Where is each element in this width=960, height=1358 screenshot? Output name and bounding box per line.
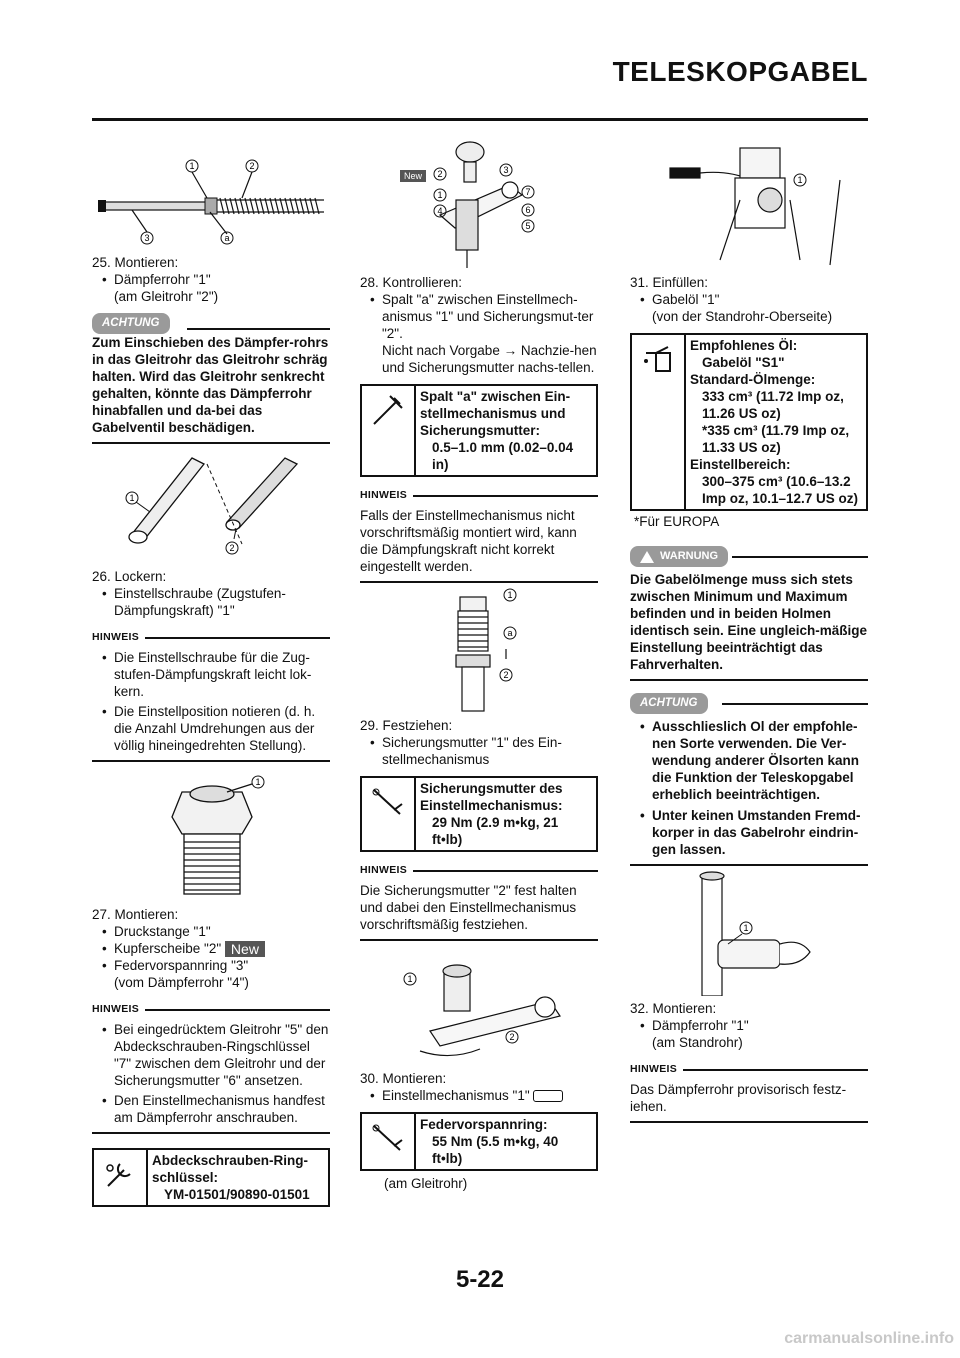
hinweis-label: HINWEIS xyxy=(630,1063,678,1075)
torque-wrench-icon xyxy=(362,1114,414,1169)
spec-value: 333 cm³ (11.72 Imp oz, 11.26 US oz) xyxy=(702,389,844,421)
figure-oil-fill xyxy=(630,140,868,270)
step-32-title: 32. Montieren: xyxy=(630,1001,717,1016)
fig28-label-5: 5 xyxy=(525,221,531,231)
spec-value: 55 Nm (5.5 m•kg, 40 ft•lb) xyxy=(432,1134,559,1166)
fig29-label-1: 1 xyxy=(507,590,513,600)
fig25-label-1: 1 xyxy=(189,161,195,171)
spec-box-gap xyxy=(360,384,598,477)
spec-box-torque-ring xyxy=(360,1112,598,1171)
torque-wrench-icon xyxy=(362,778,414,850)
step-31-title: 31. Einfüllen: xyxy=(630,275,709,290)
step-25-bullet: • Dämpferrohr "1" xyxy=(92,271,330,288)
spec-line: Empfohlenes Öl: xyxy=(690,338,798,353)
spec-line: stellmechanismus und xyxy=(420,406,566,421)
fig32-label-1: 1 xyxy=(743,923,749,933)
new-badge: New xyxy=(225,941,265,957)
achtung-text: Zum Einschieben des Dämpfer-rohrs in das Gleitrohr das Gleitrohr schräg halten. Wird das Gleitrohr senkrecht gehalten, könnte das Dämpferrohr hinabfallen und da-bei das Gabelventil beschädigen. xyxy=(92,335,329,435)
hinweis-bullet: • Bei eingedrücktem Gleitrohr "5" den Abdeckschrauben-Ringschlüssel "7" zwischen dem Gleitrohr und der Sicherungsmutter "6" ansetzen. xyxy=(92,1021,330,1089)
hinweis-label: HINWEIS xyxy=(360,489,408,501)
hinweis-text: Falls der Einstellmechanismus nicht vorschriftsmäßig montiert wird, kann die Dämpfungskraft nicht korrekt eingestellt werden. xyxy=(360,508,577,574)
step-29 xyxy=(360,717,598,768)
fig30-label-1: 1 xyxy=(407,974,413,984)
fig28-label-4: 4 xyxy=(437,206,443,216)
step-32-sub: (am Standrohr) xyxy=(652,1035,743,1050)
warnung-badge xyxy=(630,546,728,567)
caliper-icon xyxy=(362,386,414,475)
fig28-label-1: 1 xyxy=(437,190,443,200)
column-middle xyxy=(360,140,598,1192)
watermark: carmanualsonline.info xyxy=(784,1330,954,1347)
fig25-label-2: 2 xyxy=(249,161,255,171)
step-28-title: 28. Kontrollieren: xyxy=(360,275,463,290)
step-29-title: 29. Festziehen: xyxy=(360,718,453,733)
fig29-label-a: a xyxy=(507,628,513,638)
page-number: 5-22 xyxy=(455,1266,505,1293)
step-32-bullet: • Dämpferrohr "1" xyxy=(630,1017,868,1034)
warning-triangle-icon xyxy=(640,551,654,563)
spec-line: Spalt "a" zwischen Ein- xyxy=(420,389,571,404)
torque-wrench-inline-icon xyxy=(533,1090,563,1102)
page-title: TELESKOPGABEL xyxy=(612,56,868,87)
step-27-title: 27. Montieren: xyxy=(92,907,179,922)
warnung-label: WARNUNG xyxy=(660,550,719,562)
fig27-label-1: 1 xyxy=(255,777,261,787)
spec-line: Sicherungsmutter des xyxy=(420,781,563,796)
section-rule xyxy=(630,679,868,681)
hinweis-label: HINWEIS xyxy=(360,864,408,876)
fig25-label-3: 3 xyxy=(144,233,150,243)
spec-value: 0.5–1.0 mm (0.02–0.04 in) xyxy=(432,440,574,472)
step-27 xyxy=(92,906,330,991)
hinweis-text: Das Dämpferrohr provisorisch festz-iehen. xyxy=(630,1082,847,1114)
step-25-sub: (am Gleitrohr "2") xyxy=(114,289,219,304)
achtung-badge: ACHTUNG xyxy=(630,693,708,714)
step-32 xyxy=(630,1000,868,1051)
spec-line: schlüssel: xyxy=(152,1170,219,1186)
column-left xyxy=(92,140,330,1207)
spec-value: Gabelöl "S1" xyxy=(702,355,785,370)
hinweis-bullet: • Die Einstellschraube für die Zug-stufen-Dämpfungskraft leicht lok-kern. xyxy=(92,649,330,700)
step-30 xyxy=(360,1070,598,1104)
fig29-label-2: 2 xyxy=(503,670,509,680)
hinweis-bullet: • Den Einstellmechanismus handfest am Dämpferrohr anschrauben. xyxy=(92,1092,330,1126)
achtung-bullet: • Ausschlieslich Ol der empfohle-nen Sorte verwenden. Die Ver-wendung anderer Ölsorten kann die Funktion der Teleskopgabel erheblich beeinträchtigen. xyxy=(630,718,868,803)
step-25-title: 25. Montieren: xyxy=(92,255,179,270)
step-27-bullet: • Druckstange "1" xyxy=(92,923,330,940)
figure-gap xyxy=(360,583,598,713)
achtung-bullet: • Unter keinen Umstanden Fremd-korper in das Gabelrohr eindrin-gen lassen. xyxy=(630,807,868,858)
fig28-label-2: 2 xyxy=(437,169,443,179)
spec-line: Einstellbereich: xyxy=(690,457,791,472)
title-rule xyxy=(92,118,868,121)
fig26-label-2: 2 xyxy=(229,543,235,553)
section-rule xyxy=(92,1132,330,1134)
spec-line: Sicherungsmutter: xyxy=(420,423,541,438)
fig26-label-1: 1 xyxy=(129,493,135,503)
achtung-badge: ACHTUNG xyxy=(92,313,170,334)
fig28-label-7: 7 xyxy=(525,187,531,197)
fig28-label-3: 3 xyxy=(503,165,509,175)
figure-damper-rod xyxy=(92,140,330,250)
step-30-title: 30. Montieren: xyxy=(360,1071,447,1086)
figure-adjuster xyxy=(92,762,330,902)
wrench-tool-icon xyxy=(94,1150,146,1205)
fig28-label-6: 6 xyxy=(525,205,531,215)
figure-ring-wrench xyxy=(360,140,598,270)
spec-footnote: *Für EUROPA xyxy=(634,514,720,529)
step-28-bullet: • Spalt "a" zwischen Einstellmech-anismus "1" und Sicherungsmut-ter "2". xyxy=(360,291,598,342)
spec-box-oil xyxy=(630,333,868,511)
spec-after-note: (am Gleitrohr) xyxy=(384,1176,468,1191)
hinweis-text: Die Sicherungsmutter "2" fest halten und dabei den Einstellmechanismus vorschriftsmäßig festziehen. xyxy=(360,883,577,932)
step-25 xyxy=(92,254,330,305)
step-26-title: 26. Lockern: xyxy=(92,569,167,584)
hinweis-label: HINWEIS xyxy=(92,1003,140,1016)
spec-line: Federvorspannring: xyxy=(420,1117,548,1132)
oil-can-icon xyxy=(632,335,684,509)
fig25-label-a: a xyxy=(224,233,230,243)
warnung-text: Die Gabelölmenge muss sich stets zwischen Minimum und Maximum befinden und in beiden Holmen identisch sein. Eine ungleich-mäßige Einstellung beeinträchtigt das Fahrverhalten. xyxy=(630,572,868,672)
section-rule xyxy=(630,1121,868,1123)
spec-value: YM-01501/90890-01501 xyxy=(164,1187,310,1203)
figure-install-tube xyxy=(630,866,868,996)
figure-damper-slide xyxy=(92,444,330,564)
fig28-new-label: New xyxy=(403,171,423,181)
step-27-sub: (vom Dämpferrohr "4") xyxy=(114,975,249,991)
step-29-bullet: • Sicherungsmutter "1" des Ein-stellmechanismus xyxy=(360,734,598,768)
step-26 xyxy=(92,568,330,619)
figure-wrench-install xyxy=(360,941,598,1066)
spec-box-tool xyxy=(92,1148,330,1207)
column-right xyxy=(630,140,868,1123)
step-30-bullet: Einstellmechanismus "1" xyxy=(382,1088,530,1103)
spec-box-torque-locknut xyxy=(360,776,598,852)
spec-value: 29 Nm (2.9 m•kg, 21 ft•lb) xyxy=(432,815,559,847)
hinweis-label: HINWEIS xyxy=(92,631,140,643)
step-28 xyxy=(360,274,598,376)
spec-line: Abdeckschrauben-Ring- xyxy=(152,1153,309,1169)
step-26-bullet: • Einstellschraube (Zugstufen-Dämpfungskraft) "1" xyxy=(92,585,330,619)
step-31-sub: (von der Standrohr-Oberseite) xyxy=(652,309,833,324)
spec-value: 300–375 cm³ (10.6–13.2 Imp oz, 10.1–12.7 US oz) xyxy=(702,474,859,506)
step-28-sub: Nicht nach Vorgabe → Nachzie-hen und Sicherungsmutter nachs-tellen. xyxy=(382,343,597,375)
step-27-bullet: • Federvorspannring "3" xyxy=(92,957,330,974)
fig30-label-2: 2 xyxy=(509,1032,515,1042)
spec-line: Einstellmechanismus: xyxy=(420,798,563,813)
step-27-bullet: Kupferscheibe "2" xyxy=(114,941,222,956)
spec-value: *335 cm³ (11.79 Imp oz, 11.33 US oz) xyxy=(702,423,850,455)
spec-line: Standard-Ölmenge: xyxy=(690,372,816,387)
step-31 xyxy=(630,274,868,325)
step-31-bullet: • Gabelöl "1" xyxy=(630,291,868,308)
fig31-label-1: 1 xyxy=(797,175,803,185)
hinweis-bullet: • Die Einstellposition notieren (d. h. die Anzahl Umdrehungen aus der völlig hineingedrehten Stellung). xyxy=(92,703,330,754)
